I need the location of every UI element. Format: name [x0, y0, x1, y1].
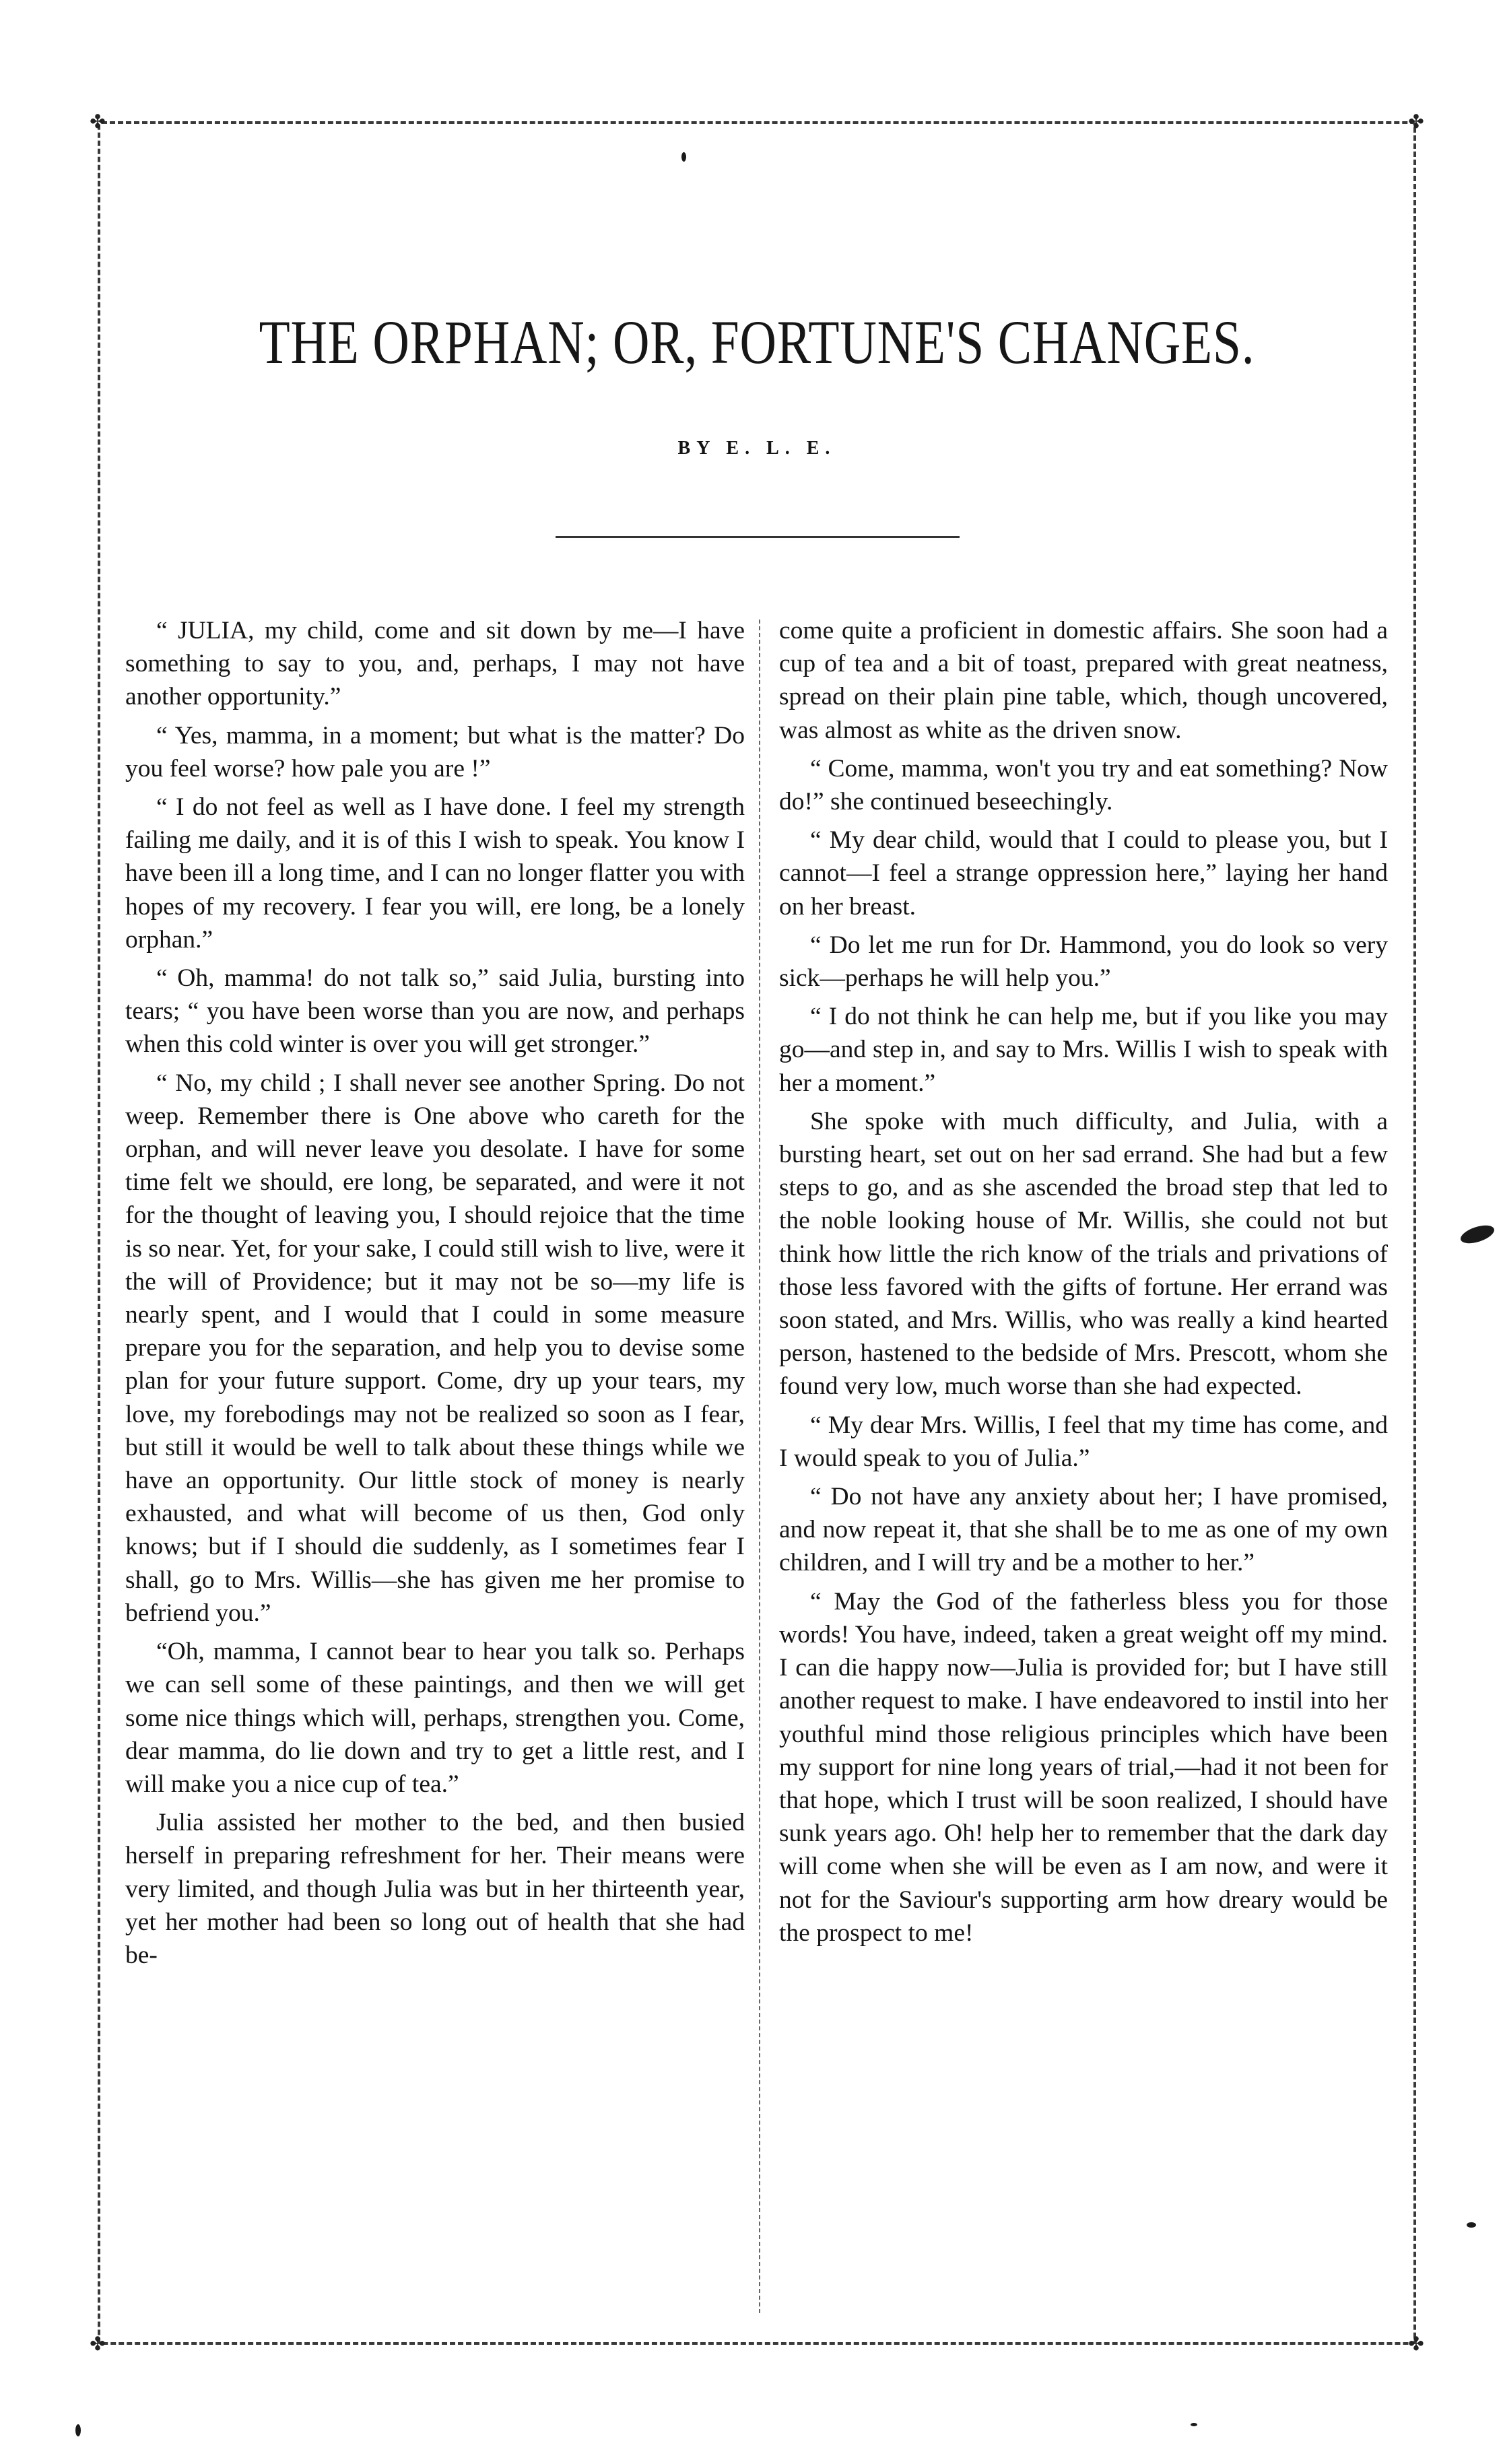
paragraph: She spoke with much difficulty, and Julia, with a bursting heart, set out on her sad errand. She had but a few steps to go, and as she ascended the broad step that led to the noble looking house of Mr. Willis, she could not but think how little the rich know of the trials and privations of those less favored with the gifts of fortune. Her errand was soon stated, and Mrs. Willis, who was really a kind hearted person, hastened to the bedside of Mrs. Prescott, whom she found very low, much worse than she had expected.	[779, 1107, 1388, 1401]
paragraph: “ No, my child ; I shall never see another Spring. Do not weep. Remember there is One above who careth for the orphan, and will never leave you desolate. I have for some time felt we should, ere long, be separated, and were it not for the thought of leaving you, I should rejoice that the time is so near. Yet, for your sake, I could still wish to live, were it the will of Providence; but it may not be so—my life is nearly spent, and I would that I could in some measure prepare you for the separation, and help you to devise some plan for your future support. Come, dry up your tears, my love, my forebodings may not be realized so soon as I fear, but still it would be well to talk about these things while we have an opportunity. Our little stock of money is nearly exhausted, and what will become of us then, God only knows; but if I should die suddenly, as I sometimes fear I shall, go to Mrs. Willis—she has given me her promise to befriend you.”	[125, 1069, 745, 1627]
title-rule	[556, 536, 960, 538]
paragraph: Julia assisted her mother to the bed, and then busied herself in preparing refreshment for her. Their means were very limited, and though Julia was but in her thirteenth year, yet her mother had been so long out of health that she had be-	[125, 1809, 745, 1969]
corner-ornament-icon: ✤	[90, 2333, 106, 2355]
paragraph: “ Come, mamma, won't you try and eat something? Now do!” she continued beseechingly.	[779, 754, 1388, 816]
left-column	[125, 614, 745, 1977]
paragraph: “ My dear child, would that I could to please you, but I cannot—I feel a strange oppression here,” laying her hand on her breast.	[779, 826, 1388, 921]
ink-speck	[1191, 2423, 1197, 2426]
corner-ornament-icon: ✤	[1408, 110, 1424, 133]
paragraph: “ JULIA, my child, come and sit down by me—I have something to say to you, and, perhaps, I may not have another opportunity.”	[125, 617, 745, 711]
paragraph: “ Do not have any anxiety about her; I have promised, and now repeat it, that she shall be to me as one of my own children, and I will try and be a mother to her.”	[779, 1483, 1388, 1577]
paragraph: “ Yes, mamma, in a moment; but what is the matter? Do you feel worse? how pale you are !”	[125, 721, 745, 783]
paragraph-continuation: come quite a proficient in domestic affairs. She soon had a cup of tea and a bit of toast, prepared with great neatness, spread on their plain pine table, which, though uncovered, was almost as white as the driven snow.	[779, 617, 1388, 744]
paragraph: “ May the God of the fatherless bless you for those words! You have, indeed, taken a great weight off my mind. I can die happy now—Julia is provided for; but I have still another request to make. I have endeavored to instil into her youthful mind those religious principles which have been my support for nine long years of trial,—had it not been for that hope, which I trust will be soon realized, I should have sunk years ago. Oh! help her to remember that the dark day will come when she will be even as I am now, and were it not for the Saviour's supporting arm how dreary would be the prospect to me!	[779, 1587, 1388, 1947]
article-title: THE ORPHAN; OR, FORTUNE'S CHANGES.	[259, 308, 1255, 376]
corner-ornament-icon: ✤	[1408, 2333, 1424, 2355]
paragraph: “ I do not feel as well as I have done. I feel my strength failing me daily, and it is of this I wish to speak. You know I have been ill a long time, and I can no longer flatter you with hopes of my recovery. I fear you will, ere long, be a lonely orphan.”	[125, 793, 745, 954]
paragraph: “ Do let me run for Dr. Hammond, you do look so very sick—perhaps he will help you.”	[779, 931, 1388, 993]
ink-speck	[681, 152, 686, 162]
ink-speck	[1467, 2222, 1476, 2228]
paragraph: “ I do not think he can help me, but if you like you may go—and step in, and say to Mrs. Willis I wish to speak with her a moment.”	[779, 1003, 1388, 1097]
ink-speck	[75, 2424, 81, 2436]
ink-blot	[1459, 1222, 1496, 1247]
column-divider	[759, 620, 760, 2313]
right-column	[779, 614, 1388, 1955]
article-byline: BY E. L. E.	[677, 438, 836, 459]
corner-ornament-icon: ✤	[90, 110, 106, 133]
paragraph: “ Oh, mamma! do not talk so,” said Julia, bursting into tears; “ you have been worse than you are now, and perhaps when this cold winter is over you will get stronger.”	[125, 964, 745, 1059]
paragraph: “ My dear Mrs. Willis, I feel that my time has come, and I would speak to you of Julia.”	[779, 1411, 1388, 1472]
paragraph: “Oh, mamma, I cannot bear to hear you talk so. Perhaps we can sell some of these paintings, and then we will get some nice things which will, perhaps, strengthen you. Come, dear mamma, do lie down and try to get a little rest, and I will make you a nice cup of tea.”	[125, 1638, 745, 1798]
